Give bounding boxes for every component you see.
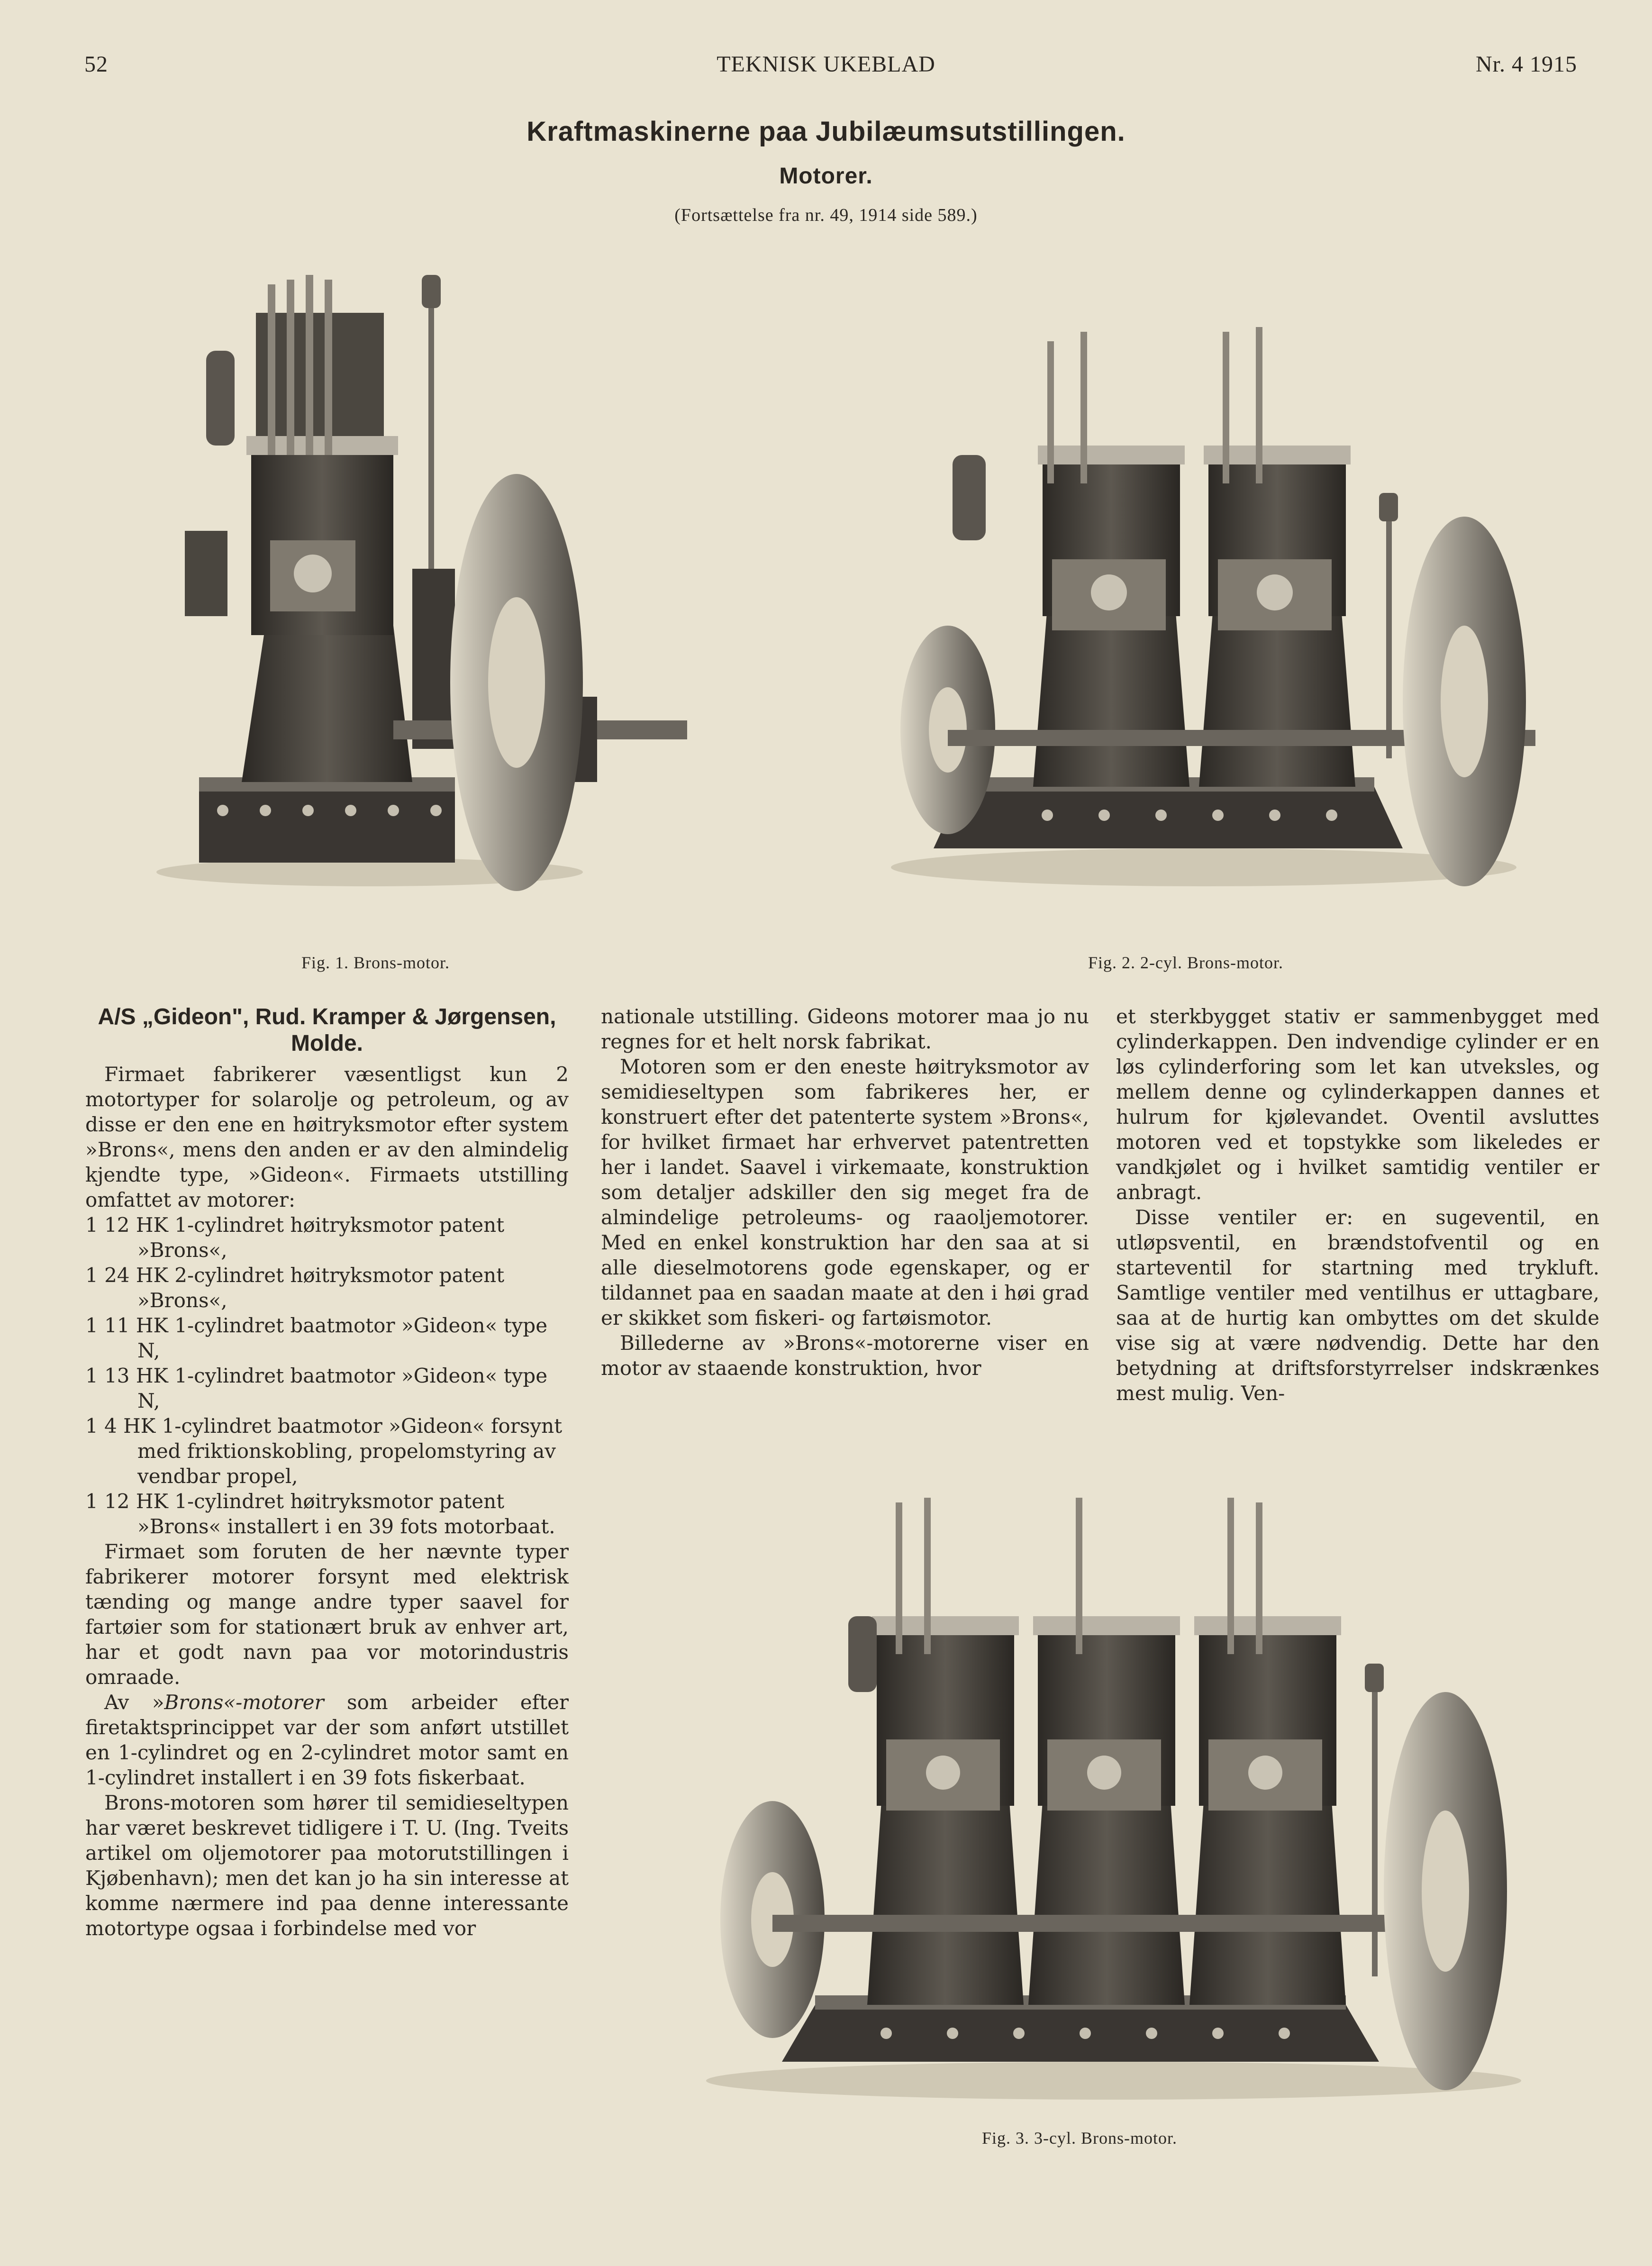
column1-intro: Firmaet fabrikerer væsentligst kun 2 motortyper for solarolje og petroleum, og av disse er den ene en høitryksmotor efter system »Brons«, mens den anden er av den almindelig kjendte type, »Gideon«. Firmaets utstilling omfattet av motorer: <box>85 1063 569 1211</box>
issue-number: Nr. 4 1915 <box>1476 52 1577 77</box>
article-subtitle: Motorer. <box>779 164 873 189</box>
exhibit-list-item: 1 11 HK 1-cylindret baatmotor »Gideon« type N, <box>85 1314 548 1362</box>
para3-rest: som arbeider efter firetaktsprincippet var der som anført utstillet en 1-cylindret og en 2-cylindret motor samt en 1-cylindret installert i en 39 fots fiskerbaat. <box>85 1691 569 1789</box>
column2-paragraph-3: Billederne av »Brons«-motorerne viser en motor av staaende konstruktion, hvor <box>601 1331 1089 1380</box>
exhibit-list-item: 1 24 HK 2-cylindret høitryksmotor patent »Brons«, <box>85 1264 505 1312</box>
text-column-3 <box>1116 1004 1599 1406</box>
exhibit-list-item: 1 12 HK 1-cylindret høitryksmotor patent »Brons« installert i en 39 fots motorbaat. <box>85 1490 555 1538</box>
column3-paragraph-1: et sterkbygget stativ er sammenbygget med cylinderkappen. Den indvendige cylinder er en løs cylinderforing som let kan utveksles, og mellem denne og cylinderkappen dannes et hulrum for kjølevandet. Oventil avsluttes motoren ved et topstykke som likeledes er vandkjølet og i hvilket samtidig ventiler er anbragt. <box>1116 1005 1599 1204</box>
column1-paragraph-4: Brons-motoren som hører til semidieseltypen har været beskrevet tidligere i T. U. (Ing. Tveits artikel om oljemotorer paa motorutstillingen i Kjøbenhavn); men det kan jo ha sin interesse at komme nærmere ind paa denne interessante motortype ogsaa i forbindelse med vor <box>85 1791 569 1940</box>
figure-1-caption: Fig. 1. Brons-motor. <box>301 953 450 972</box>
exhibit-list-item: 1 13 HK 1-cylindret baatmotor »Gideon« type N, <box>85 1364 548 1412</box>
brons-motorer-italic: Brons«-motorer <box>164 1691 324 1714</box>
figure-3-engine-illustration <box>706 1493 1521 2109</box>
column2-paragraph-2: Motoren som er den eneste høitryksmotor av semidieseltypen som fabrikeres her, er konstruert efter det patenterte system »Brons«, for hvilket firmaet har erhvervet patentretten her i landet. Saavel i virkemaate, konstruktion som detaljer adskiller den sig meget fra de almindelige petroleums- og raaoljemotorer. Med en enkel konstruktion har den saa at si alle dieselmotorens gode egenskaper, og er tildannet paa en saadan maate at den i høi grad er skikket som fiskeri- og fartøismotor. <box>601 1055 1089 1329</box>
para3-prefix: Av » <box>104 1691 164 1714</box>
exhibit-list-item: 1 4 HK 1-cylindret baatmotor »Gideon« forsynt med friktionskobling, propelomstyring av vendbar propel, <box>85 1414 563 1488</box>
column2-paragraph-1: nationale utstilling. Gideons motorer maa jo nu regnes for et helt norsk fabrikat. <box>601 1005 1089 1053</box>
column1-paragraph-3 <box>85 1690 569 1790</box>
exhibit-list-item: 1 12 HK 1-cylindret høitryksmotor patent »Brons«, <box>85 1213 505 1262</box>
continuation-note: (Fortsættelse fra nr. 49, 1914 side 589.) <box>674 205 978 225</box>
article-title: Kraftmaskinerne paa Jubilæumsutstillingen. <box>526 116 1126 147</box>
figure-1-engine-illustration <box>156 246 692 910</box>
figure-2-engine-illustration <box>891 313 1535 901</box>
journal-title: TEKNISK UKEBLAD <box>717 52 935 77</box>
text-column-2 <box>601 1004 1089 1381</box>
text-column-1 <box>85 1004 569 1941</box>
column3-paragraph-2: Disse ventiler er: en sugeventil, en utløpsventil, en brændstofventil og en starteventil for startning med trykluft. Samtlige ventiler med ventilhus er uttagbare, saa at de hurtig kan ombyttes om det skulde vise sig at være nødvendig. Dette har den betydning at driftsforstyrrelser indskrænkes mest mulig. Ven- <box>1116 1206 1599 1405</box>
column1-paragraph-2: Firmaet som foruten de her nævnte typer fabrikerer motorer forsynt med elektrisk tænding og mange andre typer saavel for fartøier som for stationært bruk av enhver art, har et godt navn paa vor motorindustris omraade. <box>85 1540 569 1689</box>
figure-3-caption: Fig. 3. 3-cyl. Brons-motor. <box>982 2129 1177 2148</box>
page-number: 52 <box>84 52 108 77</box>
figure-2-caption: Fig. 2. 2-cyl. Brons-motor. <box>1088 953 1283 972</box>
company-heading: A/S „Gideon", Rud. Kramper & Jørgensen, Molde. <box>98 1004 556 1056</box>
